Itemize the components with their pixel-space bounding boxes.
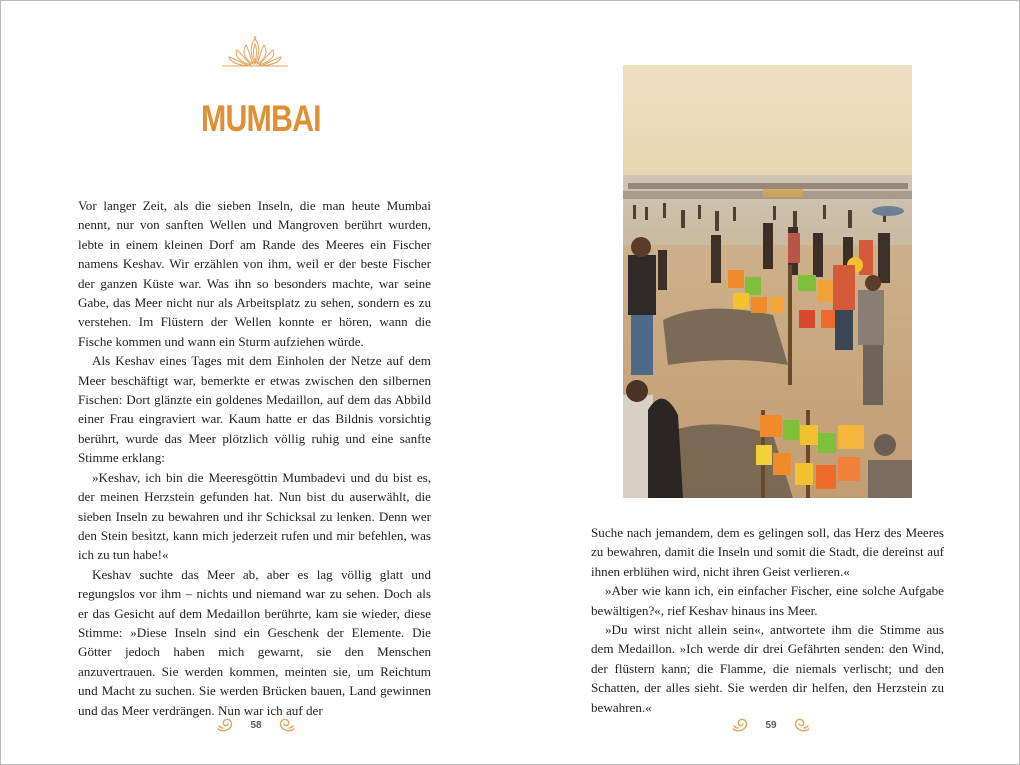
paragraph: Suche nach jemandem, dem es gelingen soll, das Herz des Meeres zu bewahren, damit die Inseln und somit die Stadt, die dereinst auf ihnen erblühen wird, nicht ihren Geist verlieren.« <box>591 525 944 579</box>
paragraph: Als Keshav eines Tages mit dem Einholen der Netze auf dem Meer beschäftigt war, bemerkte er etwas zwischen den silbernen Fischen: Dort glänzte ein goldenes Medaillon, auf dem das Abbild einer Frau eingraviert war. Kaum hatte er das Bildnis vorsichtig berührt, wurde das Meer plötzlich völlig ruhig und eine sanfte Stimme erklang: <box>78 353 431 466</box>
lotus-mandala-icon <box>220 35 290 69</box>
paragraph: Keshav suchte das Meer ab, aber es lag völlig glatt und regungslos vor ihm – nichts und niemand war zu sehen. Doch als er das Gesicht auf dem Medaillon berührte, kam sie wieder, diese Stimme: »Diese Inseln sind ein Geschenk der Elemente. Die Götter jedoch haben mich gewarnt, sie den Menschen anzuvertrauen. Sie werden kommen, meinten sie, um Reichtum und Macht zu suchen. Sie werden Brücken bauen, Land gewinnen und das Meer verdrängen. Nun war ich auf der <box>78 566 431 718</box>
right-page <box>510 1 1019 764</box>
page-number: 58 <box>250 719 262 731</box>
beach-crowd-painting <box>623 65 912 498</box>
body-text-right <box>591 523 944 717</box>
wave-swirl-icon <box>789 717 811 733</box>
chapter-title: MUMBAI <box>201 98 321 139</box>
left-page <box>1 1 510 764</box>
page-number: 59 <box>765 719 777 731</box>
wave-swirl-icon <box>731 717 753 733</box>
paragraph: Vor langer Zeit, als die sieben Inseln, die man heute Mumbai nennt, nur von sanften Wellen und Mangroven berührt wurden, lebte in einem kleinen Dorf am Rande des Meeres ein Fischer namens Keshav. Wir erzählen von ihm, weil er der beste Fischer der ganzen Küste war. Was ihn so besonders machte, war seine Gabe, das Meer nicht nur als Arbeitsplatz zu sehen, sondern es zu verstehen. Im Flüstern der Wellen konnte er hören, wann die Fische kommen und wann ein Sturm aufziehen würde. <box>78 198 431 349</box>
body-text-left <box>78 196 431 720</box>
wave-swirl-icon <box>216 717 238 733</box>
page-folio <box>216 715 296 735</box>
page-folio <box>731 715 811 735</box>
wave-swirl-icon <box>274 717 296 733</box>
beach-illustration <box>623 65 912 498</box>
paragraph: »Du wirst nicht allein sein«, antwortete ihm die Stimme aus dem Medaillon. »Ich werde dir drei Gefährten senden: den Wind, der flüstern kann; die Flamme, die niemals verlischt; und den Schatten, der alles sieht. Sie werden dir helfen, den Herzstein zu bewahren.« <box>591 622 944 715</box>
paragraph: »Keshav, ich bin die Meeresgöttin Mumbadevi und du bist es, der meinen Herzstein gefunden hat. Nun bist du auserwählt, die sieben Inseln zu bewahren und ihr Schicksal zu lenken. Denn wer den Stein besitzt, kann mich jederzeit rufen und mir befehlen, was ich zu tun habe!« <box>78 469 431 563</box>
paragraph: »Aber wie kann ich, ein einfacher Fischer, eine solche Aufgabe bewältigen?«, rief Keshav hinaus ins Meer. <box>591 583 944 618</box>
